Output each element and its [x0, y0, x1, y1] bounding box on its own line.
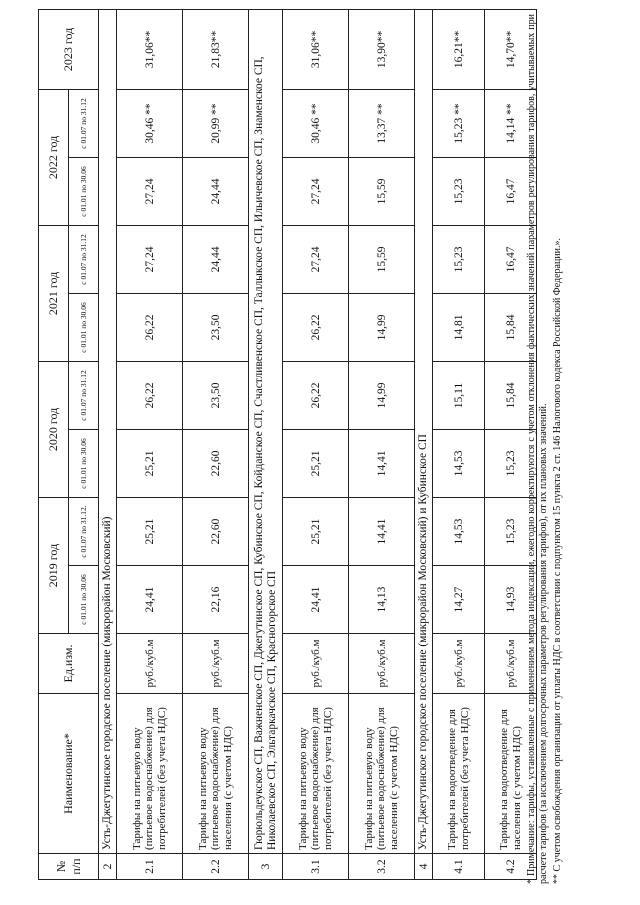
value-cell: 30,46 **: [117, 89, 183, 157]
value-cell: 31,06**: [283, 9, 349, 89]
value-cell: 23,50: [183, 361, 249, 429]
row-number: 2: [99, 854, 117, 880]
table-section-row: [415, 9, 433, 879]
value-cell: 15,23: [485, 497, 537, 565]
table-row: [349, 9, 415, 879]
row-name: Тарифы на питьевую воду (питьевое водоснабжение) для населения (с учетом НДС): [183, 694, 249, 854]
value-cell: 30,46 **: [283, 89, 349, 157]
table-section-row: [99, 9, 117, 879]
tariff-table: [38, 9, 537, 880]
table-section-row: [249, 9, 283, 879]
rotated-landscape-content: [16, 3, 616, 898]
section-title: Усть-Джегутинское городское поселение (микрорайон Московский) и Кубинское СП: [415, 9, 433, 853]
subheader-h2: с 01.07 по 31.12.: [69, 497, 99, 565]
row-number: 3: [249, 854, 283, 880]
subheader-h1: с 01.01 по 30.06: [69, 429, 99, 497]
col-header-num: № п/п: [39, 854, 99, 880]
value-cell: 16,47: [485, 225, 537, 293]
footnotes: [526, 14, 566, 884]
row-number: 4: [415, 854, 433, 880]
value-cell: 27,24: [117, 225, 183, 293]
value-cell: 22,60: [183, 497, 249, 565]
value-cell: 16,47: [485, 157, 537, 225]
subheader-h1: с 01.01 по 30.06: [69, 293, 99, 361]
value-cell: 27,24: [117, 157, 183, 225]
row-name: Тарифы на питьевую воду (питьевое водоснабжение) для потребителей (без учета НДС): [117, 694, 183, 854]
table-row: [433, 9, 485, 879]
value-cell: 27,24: [283, 157, 349, 225]
value-cell: 14,41: [349, 429, 415, 497]
col-header-2020: 2020 год: [39, 361, 69, 497]
value-cell: 15,23: [433, 157, 485, 225]
table-row: [183, 9, 249, 879]
value-cell: 15,11: [433, 361, 485, 429]
row-name: Тарифы на водоотведение для потребителей (без учета НДС): [433, 694, 485, 854]
row-unit: руб./куб.м: [117, 634, 183, 694]
value-cell: 14,14 **: [485, 89, 537, 157]
row-unit: руб./куб.м: [183, 634, 249, 694]
value-cell: 15,23: [485, 429, 537, 497]
row-name: Тарифы на питьевую воду (питьевое водоснабжение) для потребителей (без учета НДС): [283, 694, 349, 854]
value-cell: 15,84: [485, 293, 537, 361]
value-cell: 15,23 **: [433, 89, 485, 157]
section-title: Усть-Джегутинское городское поселение (микрорайон Московский): [99, 9, 117, 853]
col-header-name: Наименование*: [39, 694, 99, 854]
value-cell: 26,22: [117, 361, 183, 429]
value-cell: 26,22: [117, 293, 183, 361]
subheader-h1: с 01.01 по 30.06: [69, 566, 99, 634]
col-header-2019: 2019 год: [39, 497, 69, 633]
col-header-2023: 2023 год: [39, 9, 99, 89]
value-cell: 25,21: [117, 429, 183, 497]
col-header-2022: 2022 год: [39, 89, 69, 225]
row-number: 3.2: [349, 854, 415, 880]
value-cell: 14,53: [433, 429, 485, 497]
value-cell: 23,50: [183, 293, 249, 361]
value-cell: 14,99: [349, 361, 415, 429]
value-cell: 14,70**: [485, 9, 537, 89]
value-cell: 13,90**: [349, 9, 415, 89]
value-cell: 24,44: [183, 157, 249, 225]
value-cell: 25,21: [283, 429, 349, 497]
table-row: [283, 9, 349, 879]
value-cell: 20,99 **: [183, 89, 249, 157]
subheader-h2: с 01.07 по 31.12: [69, 225, 99, 293]
row-unit: руб./куб.м: [485, 634, 537, 694]
value-cell: 27,24: [283, 225, 349, 293]
value-cell: 14,93: [485, 566, 537, 634]
subheader-h2: с 01.07 по 31.12: [69, 361, 99, 429]
value-cell: 14,81: [433, 293, 485, 361]
subheader-h2: с 01.07 по 31.12: [69, 89, 99, 157]
value-cell: 16,21**: [433, 9, 485, 89]
row-unit: руб./куб.м: [283, 634, 349, 694]
col-header-2021: 2021 год: [39, 225, 69, 361]
value-cell: 22,16: [183, 566, 249, 634]
value-cell: 24,41: [283, 566, 349, 634]
value-cell: 15,59: [349, 157, 415, 225]
value-cell: 15,59: [349, 225, 415, 293]
value-cell: 14,27: [433, 566, 485, 634]
row-number: 2.1: [117, 854, 183, 880]
row-name: Тарифы на водоотведение для населения (с учетом НДС): [485, 694, 537, 854]
col-header-unit: Ед.изм.: [39, 634, 99, 694]
value-cell: 25,21: [283, 497, 349, 565]
value-cell: 15,84: [485, 361, 537, 429]
section-title: Гюрюльдеукское СП, Важненское СП, Джегутинское СП, Кубинское СП, Койданское СП, Счастливенское СП, Таллыкское СП, Ильичевское СП, Знаменское СП, Николаевское СП, Эльтаркачское СП, Красногорское СП: [249, 9, 283, 853]
value-cell: 14,13: [349, 566, 415, 634]
value-cell: 25,21: [117, 497, 183, 565]
row-number: 2.2: [183, 854, 249, 880]
row-unit: руб./куб.м: [433, 634, 485, 694]
value-cell: 14,53: [433, 497, 485, 565]
row-number: 3.1: [283, 854, 349, 880]
row-unit: руб./куб.м: [349, 634, 415, 694]
value-cell: 14,41: [349, 497, 415, 565]
value-cell: 14,99: [349, 293, 415, 361]
value-cell: 24,44: [183, 225, 249, 293]
row-number: 4.2: [485, 854, 537, 880]
value-cell: 26,22: [283, 361, 349, 429]
subheader-h1: с 01.01 по 30.06: [69, 157, 99, 225]
value-cell: 21,83**: [183, 9, 249, 89]
value-cell: 24,41: [117, 566, 183, 634]
value-cell: 31,06**: [117, 9, 183, 89]
value-cell: 22,60: [183, 429, 249, 497]
footnote-1: * Примечание: тарифы, установленные с применением метода индексации, ежегодно корректируются с учетом отклонения фактических значений параметров регулирования тарифов, учитываемых при расчете тарифов (за исключением долгосрочных параметров регулирования тарифов), от их плановых значений.: [526, 14, 549, 884]
table-row: [117, 9, 183, 879]
row-number: 4.1: [433, 854, 485, 880]
value-cell: 26,22: [283, 293, 349, 361]
value-cell: 15,23: [433, 225, 485, 293]
footnote-2: ** С учетом освобождения организации от уплаты НДС в соответствии с подпунктом 15 пункта 2 ст. 146 Налогового кодекса Российской Федерации.».: [552, 237, 563, 884]
value-cell: 13,37 **: [349, 89, 415, 157]
row-name: Тарифы на питьевую воду (питьевое водоснабжение) для населения (с учетом НДС): [349, 694, 415, 854]
